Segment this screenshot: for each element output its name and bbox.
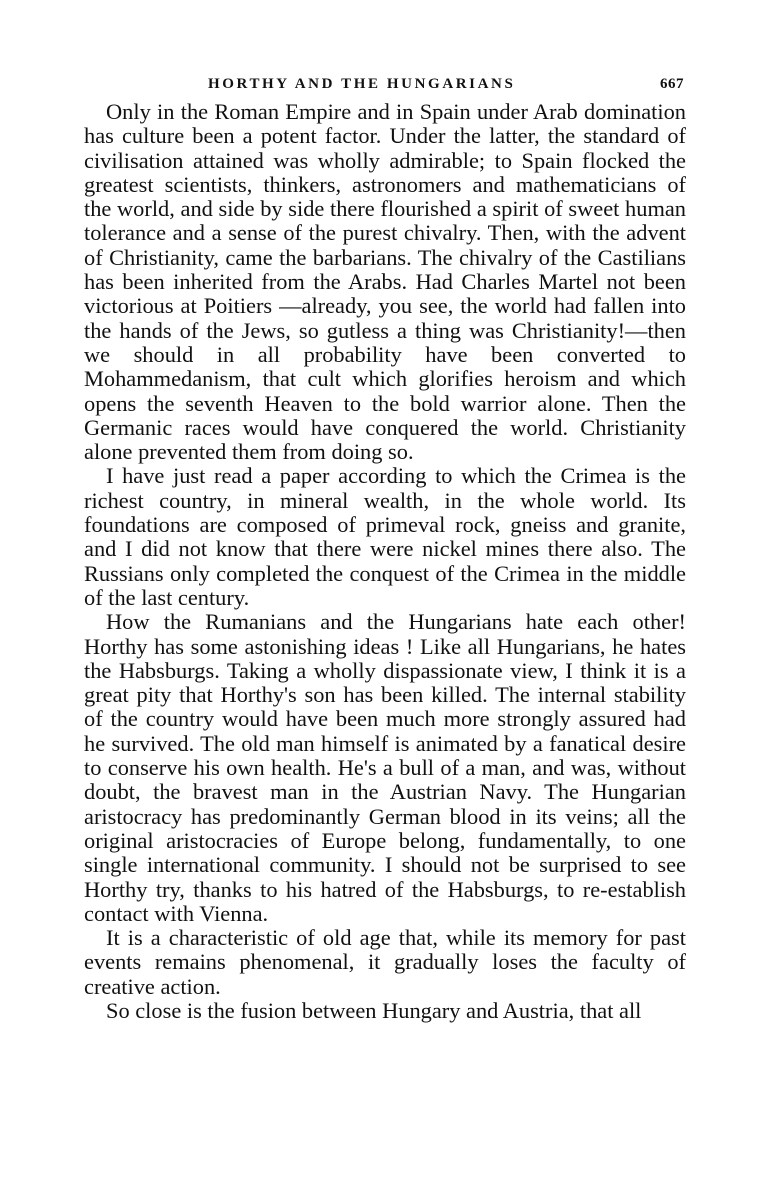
running-title: HORTHY AND THE HUNGARIANS (208, 76, 516, 92)
paragraph-4: It is a characteristic of old age that, while its memory for past events remains phenomenal, it gradually loses the faculty of creative action. (84, 925, 686, 999)
paragraph-1: Only in the Roman Empire and in Spain under Arab domination has culture been a potent factor. Under the latter, the standard of civilisation attained was wholly admirable; to Spain flocked the greatest scientists, thinkers, astronomers and mathematicians of the world, and side by side there flourished a spirit of sweet human tolerance and a sense of the purest chivalry. Then, with the advent of Christianity, came the barbarians. The chivalry of the Castilians has been inherited from the Arabs. Had Charles Martel not been victorious at Poitiers —already, you see, the world had fallen into the hands of the Jews, so gutless a thing was Christianity!—then we should in all probability have been converted to Mohammedanism, that cult which glorifies heroism and which opens the seventh Heaven to the bold warrior alone. Then the Germanic races would have conquered the world. Christianity alone prevented them from doing so. (84, 99, 686, 465)
paragraph-5: So close is the fusion between Hungary and Austria, that all (106, 997, 642, 1023)
body-text (84, 100, 686, 1023)
book-page (84, 70, 686, 1023)
page-number: 667 (660, 76, 684, 92)
paragraph-3: How the Rumanians and the Hungarians hate each other! Horthy has some astonishing ideas ! Like all Hungarians, he hates the Habsburgs. Taking a wholly dispassionate view, I think it is a great pity that Horthy's son has been killed. The internal stability of the country would have been much more strongly assured had he survived. The old man himself is animated by a fanatical desire to conserve his own health. He's a bull of a man, and was, without doubt, the bravest man in the Austrian Navy. The Hungarian aristocracy has predominantly German blood in its veins; all the original aristocracies of Europe belong, fundamentally, to one single international community. I should not be surprised to see Horthy try, thanks to his hatred of the Habsburgs, to re-establish contact with Vienna. (84, 609, 686, 926)
paragraph-2: I have just read a paper according to which the Crimea is the richest country, in mineral wealth, in the whole world. Its foundations are composed of primeval rock, gneiss and granite, and I did not know that there were nickel mines there also. The Russians only completed the conquest of the Crimea in the middle of the last century. (84, 463, 686, 610)
running-head (84, 70, 686, 98)
